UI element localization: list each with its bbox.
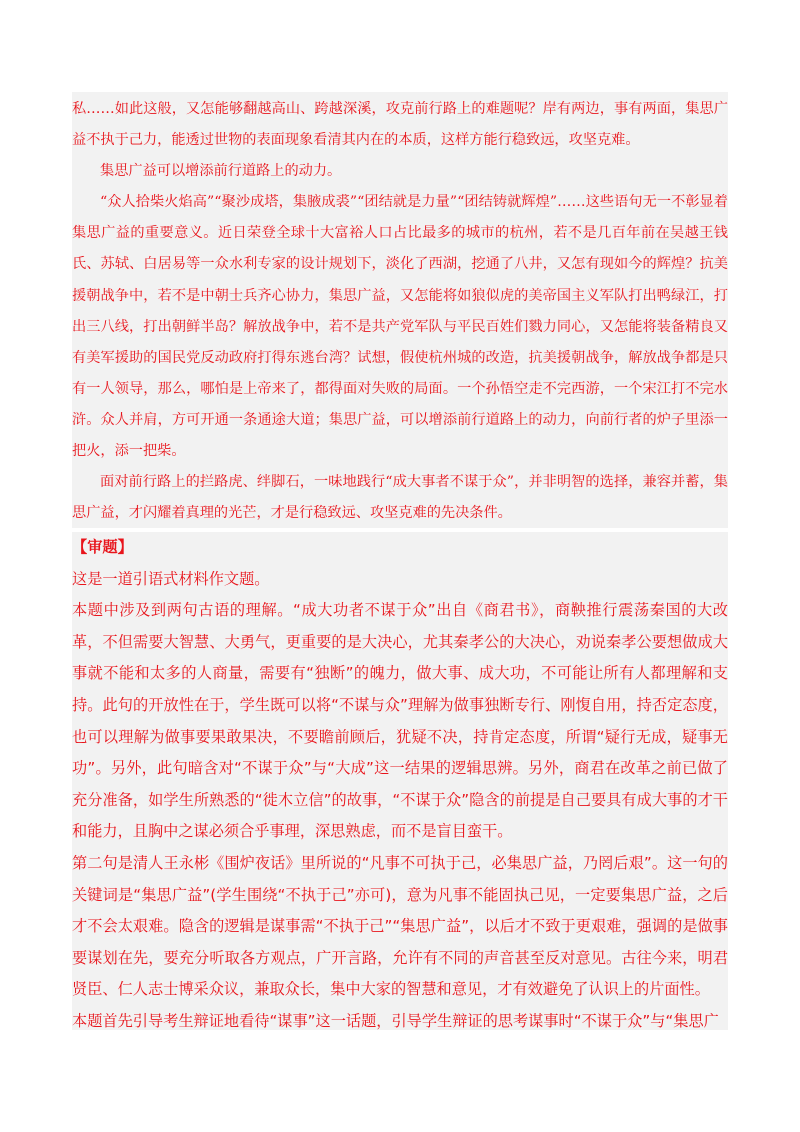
essay-excerpt (72, 92, 728, 528)
section-heading: 【审题】 (72, 538, 133, 556)
analysis-paragraph: 这是一道引语式材料作文题。 (72, 569, 270, 588)
question-analysis (72, 532, 728, 1030)
essay-paragraph: 面对前行路上的拦路虎、绊脚石，一味地践行“成大事者不谋于众”，并非明智的选择，兼容并蓄，集思广益，才闪耀着真理的光芒，才是行稳致远、攻坚克难的先决条件。 (72, 474, 728, 522)
essay-paragraph: 私……如此这般，又怎能够翻越高山、跨越深溪，攻克前行路上的难题呢？岸有两边，事有两面，集思广益不执于己力，能透过世物的表面现象看清其内在的本质，这样方能行稳致远，攻坚克难。 (72, 101, 728, 149)
analysis-paragraph: 本题首先引导考生辩证地看待“谋事”这一话题，引导学生辩证的思考谋事时“不谋于众”与“集思广 (72, 1011, 719, 1030)
analysis-paragraph: 本题中涉及到两句古语的理解。“成大功者不谋于众”出自《商君书》，商鞅推行震荡秦国的大改革，不但需要大智慧、大勇气，更重要的是大决心，尤其秦孝公的大决心，劝说秦孝公要想做成大事就不能和太多的人商量，需要有“独断”的魄力，做大事、成大功，不可能让所有人都理解和支持。此句的开放性在于，学生既可以将“不谋与众”理解为做事独断专行、刚愎自用，持否定态度，也可以理解为做事要果敢果决，不要瞻前顾后，犹疑不决，持肯定态度，所谓“疑行无成，疑事无功”。另外，此句暗含对“不谋于众”与“大成”这一结果的逻辑思辨。另外，商君在改革之前已做了充分准备，如学生所熟悉的“徙木立信”的故事，“不谋于众”隐含的前提是自己要具有成大事的才干和能力，且胸中之谋必须合乎事理，深思熟虑，而不是盲目蛮干。 (72, 601, 728, 841)
analysis-paragraph: 第二句是清人王永彬《围炉夜话》里所说的“凡事不可执于己，必集思广益，乃罔后艰”。这一句的关键词是“集思广益”(学生围绕“不执于己”亦可)，意为凡事不能固执己见，一定要集思广益，之后才不会太艰难。隐含的逻辑是谋事需“不执于己”“集思广益”，以后才不致于更艰难，强调的是做事要谋划在先，要充分听取各方观点，广开言路，允许有不同的声音甚至反对意见。古往今来，明君贤臣、仁人志士博采众议，兼取众长，集中大家的智慧和意见，才有效避免了认识上的片面性。 (72, 853, 728, 999)
essay-paragraph: 集思广益可以增添前行道路上的动力。 (100, 163, 342, 180)
essay-paragraph: “众人拾柴火焰高”“聚沙成塔，集腋成裘”“团结就是力量”“团结铸就辉煌”……这些语句无一不彰显着集思广益的重要意义。近日荣登全球十大富裕人口占比最多的城市的杭州，若不是几百年前在吴越王钱氏、苏轼、白居易等一众水利专家的设计规划下，淡化了西湖，挖通了八井，又怎有现如今的辉煌？抗美援朝战争中，若不是中朝士兵齐心协力，集思广益，又怎能将如狼似虎的美帝国主义军队打出鸭绿江，打出三八线，打出朝鲜半岛？解放战争中，若不是共产党军队与平民百姓们戮力同心，又怎能将装备精良又有美军援助的国民党反动政府打得东逃台湾？试想，假使杭州城的改造，抗美援朝战争，解放战争都是只有一人领导，那么，哪怕是上帝来了，都得面对失败的局面。一个孙悟空走不完西游，一个宋江打不完水浒。众人并肩，方可开通一条通途大道；集思广益，可以增添前行道路上的动力，向前行者的炉子里添一把火，添一把柴。 (72, 194, 728, 460)
